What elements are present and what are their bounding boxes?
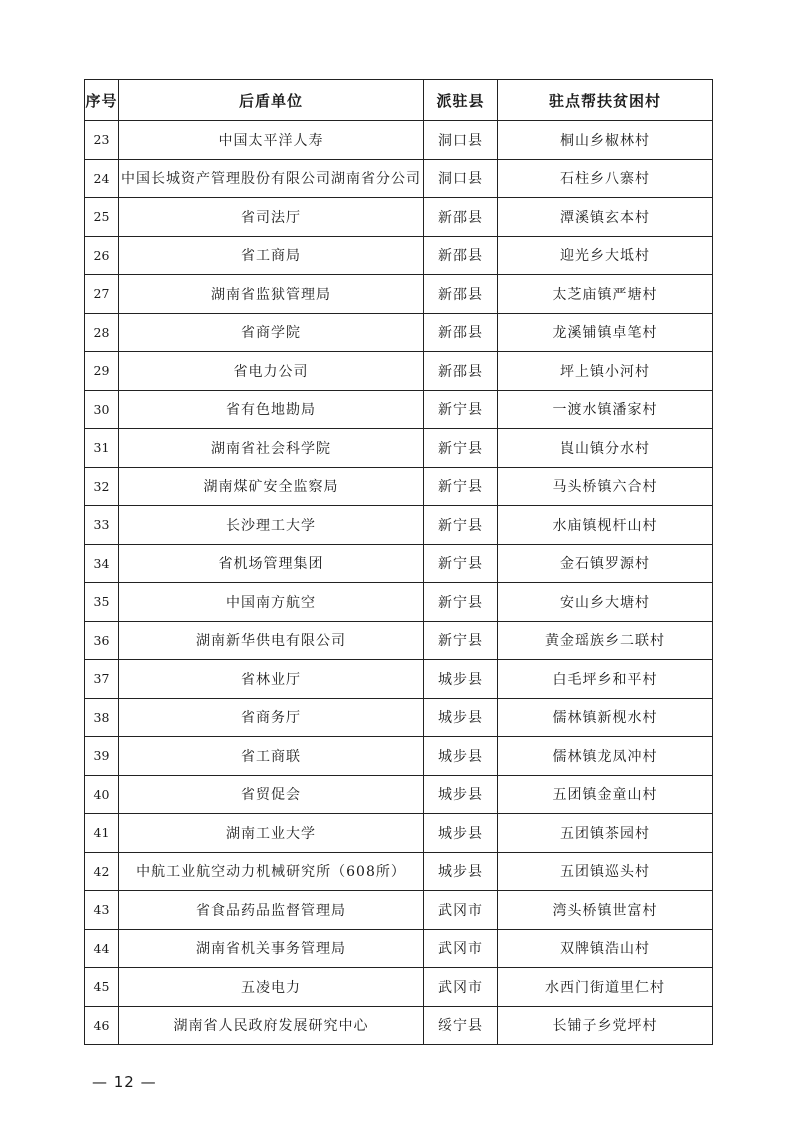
cell-no: 24 <box>85 159 119 198</box>
cell-unit: 湖南新华供电有限公司 <box>119 621 424 660</box>
cell-village: 龙溪铺镇卓笔村 <box>498 313 713 352</box>
cell-village: 儒林镇龙凤冲村 <box>498 737 713 776</box>
cell-no: 39 <box>85 737 119 776</box>
cell-village: 五团镇金童山村 <box>498 775 713 814</box>
cell-village: 崀山镇分水村 <box>498 429 713 468</box>
cell-village: 黄金瑶族乡二联村 <box>498 621 713 660</box>
cell-no: 34 <box>85 544 119 583</box>
page-number: — 12 — <box>92 1073 157 1091</box>
table-row <box>85 159 713 198</box>
cell-county: 新邵县 <box>424 236 498 275</box>
cell-county: 城步县 <box>424 814 498 853</box>
table-header <box>85 80 713 121</box>
cell-county: 新宁县 <box>424 467 498 506</box>
cell-unit: 中国南方航空 <box>119 583 424 622</box>
cell-unit: 省商务厅 <box>119 698 424 737</box>
cell-village: 一渡水镇潘家村 <box>498 390 713 429</box>
cell-unit: 省机场管理集团 <box>119 544 424 583</box>
cell-county: 新邵县 <box>424 198 498 237</box>
table-row <box>85 621 713 660</box>
cell-village: 水庙镇枧杆山村 <box>498 506 713 545</box>
cell-village: 石柱乡八寨村 <box>498 159 713 198</box>
cell-unit: 省电力公司 <box>119 352 424 391</box>
cell-no: 42 <box>85 852 119 891</box>
cell-county: 城步县 <box>424 660 498 699</box>
table-row <box>85 814 713 853</box>
cell-county: 新宁县 <box>424 621 498 660</box>
header-no: 序号 <box>85 80 119 121</box>
cell-no: 25 <box>85 198 119 237</box>
header-county: 派驻县 <box>424 80 498 121</box>
cell-no: 45 <box>85 968 119 1007</box>
cell-county: 绥宁县 <box>424 1006 498 1045</box>
header-row <box>85 80 713 121</box>
cell-village: 五团镇茶园村 <box>498 814 713 853</box>
cell-unit: 湖南省人民政府发展研究中心 <box>119 1006 424 1045</box>
cell-village: 水西门街道里仁村 <box>498 968 713 1007</box>
cell-county: 城步县 <box>424 737 498 776</box>
cell-no: 26 <box>85 236 119 275</box>
cell-county: 武冈市 <box>424 891 498 930</box>
cell-no: 38 <box>85 698 119 737</box>
cell-unit: 湖南省监狱管理局 <box>119 275 424 314</box>
cell-village: 五团镇巡头村 <box>498 852 713 891</box>
assignment-table <box>84 79 713 1045</box>
table-body <box>85 121 713 1045</box>
cell-unit: 省工商联 <box>119 737 424 776</box>
cell-unit: 省有色地勘局 <box>119 390 424 429</box>
cell-no: 32 <box>85 467 119 506</box>
table-row <box>85 236 713 275</box>
cell-village: 湾头桥镇世富村 <box>498 891 713 930</box>
table-row <box>85 544 713 583</box>
cell-no: 31 <box>85 429 119 468</box>
cell-no: 29 <box>85 352 119 391</box>
cell-no: 44 <box>85 929 119 968</box>
cell-village: 桐山乡椒林村 <box>498 121 713 160</box>
cell-village: 马头桥镇六合村 <box>498 467 713 506</box>
cell-county: 武冈市 <box>424 968 498 1007</box>
table-row <box>85 467 713 506</box>
table-row <box>85 929 713 968</box>
cell-village: 长铺子乡党坪村 <box>498 1006 713 1045</box>
table-row <box>85 121 713 160</box>
table-row <box>85 275 713 314</box>
table-row <box>85 660 713 699</box>
cell-no: 40 <box>85 775 119 814</box>
cell-unit: 五凌电力 <box>119 968 424 1007</box>
cell-county: 洞口县 <box>424 159 498 198</box>
cell-county: 新宁县 <box>424 544 498 583</box>
cell-unit: 湖南工业大学 <box>119 814 424 853</box>
cell-no: 28 <box>85 313 119 352</box>
cell-village: 太芝庙镇严塘村 <box>498 275 713 314</box>
table-row <box>85 775 713 814</box>
cell-village: 坪上镇小河村 <box>498 352 713 391</box>
cell-no: 36 <box>85 621 119 660</box>
cell-no: 37 <box>85 660 119 699</box>
cell-county: 武冈市 <box>424 929 498 968</box>
cell-no: 33 <box>85 506 119 545</box>
cell-county: 新邵县 <box>424 352 498 391</box>
cell-unit: 省商学院 <box>119 313 424 352</box>
header-unit: 后盾单位 <box>119 80 424 121</box>
cell-village: 安山乡大塘村 <box>498 583 713 622</box>
cell-county: 城步县 <box>424 698 498 737</box>
cell-unit: 长沙理工大学 <box>119 506 424 545</box>
cell-no: 46 <box>85 1006 119 1045</box>
cell-county: 新宁县 <box>424 429 498 468</box>
table-row <box>85 429 713 468</box>
cell-village: 儒林镇新枧水村 <box>498 698 713 737</box>
table-row <box>85 506 713 545</box>
cell-unit: 中航工业航空动力机械研究所（608所） <box>119 852 424 891</box>
table-row <box>85 1006 713 1045</box>
table-row <box>85 968 713 1007</box>
table-row <box>85 198 713 237</box>
cell-unit: 省林业厅 <box>119 660 424 699</box>
cell-county: 城步县 <box>424 775 498 814</box>
cell-village: 金石镇罗源村 <box>498 544 713 583</box>
table-row <box>85 891 713 930</box>
cell-no: 30 <box>85 390 119 429</box>
cell-no: 41 <box>85 814 119 853</box>
cell-unit: 中国太平洋人寿 <box>119 121 424 160</box>
cell-village: 双牌镇浩山村 <box>498 929 713 968</box>
cell-no: 43 <box>85 891 119 930</box>
cell-unit: 湖南省社会科学院 <box>119 429 424 468</box>
table-row <box>85 698 713 737</box>
table-row <box>85 852 713 891</box>
cell-unit: 省工商局 <box>119 236 424 275</box>
cell-no: 27 <box>85 275 119 314</box>
cell-county: 新邵县 <box>424 275 498 314</box>
cell-unit: 湖南煤矿安全监察局 <box>119 467 424 506</box>
cell-unit: 省食品药品监督管理局 <box>119 891 424 930</box>
table-row <box>85 313 713 352</box>
cell-county: 新宁县 <box>424 506 498 545</box>
cell-county: 新邵县 <box>424 313 498 352</box>
table-row <box>85 352 713 391</box>
cell-unit: 省司法厅 <box>119 198 424 237</box>
cell-no: 35 <box>85 583 119 622</box>
cell-county: 新宁县 <box>424 583 498 622</box>
cell-no: 23 <box>85 121 119 160</box>
cell-village: 潭溪镇玄本村 <box>498 198 713 237</box>
table-row <box>85 583 713 622</box>
cell-unit: 湖南省机关事务管理局 <box>119 929 424 968</box>
cell-unit: 省贸促会 <box>119 775 424 814</box>
table-row <box>85 390 713 429</box>
table-row <box>85 737 713 776</box>
header-village: 驻点帮扶贫困村 <box>498 80 713 121</box>
cell-county: 新宁县 <box>424 390 498 429</box>
cell-village: 迎光乡大坻村 <box>498 236 713 275</box>
cell-unit: 中国长城资产管理股份有限公司湖南省分公司 <box>119 159 424 198</box>
cell-county: 洞口县 <box>424 121 498 160</box>
cell-village: 白毛坪乡和平村 <box>498 660 713 699</box>
cell-county: 城步县 <box>424 852 498 891</box>
